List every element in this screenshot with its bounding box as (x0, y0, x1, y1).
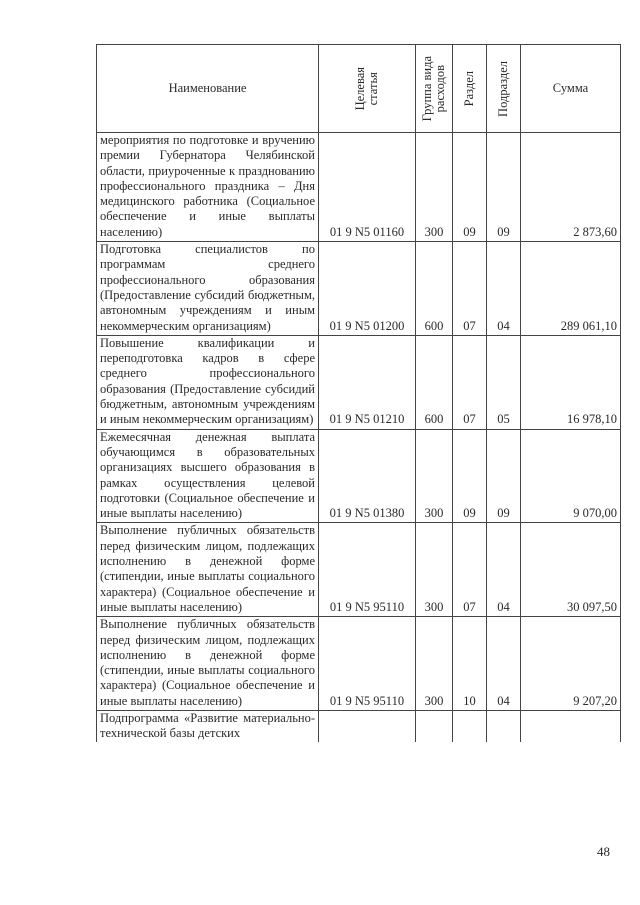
row-subsection (487, 710, 521, 741)
row-name: Подпрограмма «Развитие материально-технической базы детских (97, 710, 319, 741)
table-row (97, 429, 621, 523)
row-code: 01 9 N5 95110 (319, 617, 416, 711)
header-section: Раздел (453, 45, 487, 133)
table-header-row (97, 45, 621, 133)
row-subsection: 04 (487, 617, 521, 711)
header-expense-group: Группа вида расходов (416, 45, 453, 133)
row-group: 300 (416, 133, 453, 242)
row-name: мероприятия по подготовке и вручению премии Губернатора Челябинской области, приуроченные к празднованию профессионального праздника – Дня медицинского работника (Социальное обеспечение и иные выплаты населению) (97, 133, 319, 242)
budget-table (96, 44, 621, 742)
row-section: 07 (453, 335, 487, 429)
table-row (97, 133, 621, 242)
row-sum: 16 978,10 (521, 335, 621, 429)
row-sum: 2 873,60 (521, 133, 621, 242)
row-code: 01 9 N5 95110 (319, 523, 416, 617)
row-section: 10 (453, 617, 487, 711)
table-row (97, 617, 621, 711)
row-code: 01 9 N5 01210 (319, 335, 416, 429)
row-code: 01 9 N5 01380 (319, 429, 416, 523)
row-section: 07 (453, 523, 487, 617)
row-group: 300 (416, 429, 453, 523)
row-name: Выполнение публичных обязательств перед физическим лицом, подлежащих исполнению в денежной форме (стипендии, иные выплаты социального характера) (Социальное обеспечение и иные выплаты населению) (97, 523, 319, 617)
row-subsection: 05 (487, 335, 521, 429)
row-subsection: 04 (487, 523, 521, 617)
table-row (97, 523, 621, 617)
row-section: 07 (453, 242, 487, 336)
header-target-article: Целевая статья (319, 45, 416, 133)
row-code: 01 9 N5 01200 (319, 242, 416, 336)
row-subsection: 09 (487, 133, 521, 242)
row-sum: 9 207,20 (521, 617, 621, 711)
row-name: Подготовка специалистов по программам среднего профессионального образования (Предоставление субсидий бюджетным, автономным учреждениям и иным некоммерческим организациям) (97, 242, 319, 336)
table-row (97, 335, 621, 429)
row-sum (521, 710, 621, 741)
header-sum: Сумма (521, 45, 621, 133)
row-code: 01 9 N5 01160 (319, 133, 416, 242)
row-group (416, 710, 453, 741)
row-sum: 289 061,10 (521, 242, 621, 336)
row-group: 300 (416, 523, 453, 617)
row-name: Повышение квалификации и переподготовка кадров в сфере среднего профессионального образования (Предоставление субсидий бюджетным, автономным учреждениям и иным некоммерческим организациям) (97, 335, 319, 429)
row-group: 600 (416, 242, 453, 336)
header-name: Наименование (97, 45, 319, 133)
row-subsection: 04 (487, 242, 521, 336)
row-section (453, 710, 487, 741)
row-sum: 30 097,50 (521, 523, 621, 617)
row-name: Выполнение публичных обязательств перед физическим лицом, подлежащих исполнению в денежной форме (стипендии, иные выплаты социального характера) (Социальное обеспечение и иные выплаты населению) (97, 617, 319, 711)
table-row (97, 242, 621, 336)
row-sum: 9 070,00 (521, 429, 621, 523)
row-subsection: 09 (487, 429, 521, 523)
row-group: 300 (416, 617, 453, 711)
table-row-continued (97, 710, 621, 741)
header-subsection: Подраздел (487, 45, 521, 133)
row-code (319, 710, 416, 741)
row-name: Ежемесячная денежная выплата обучающимся в образовательных организациях высшего образования в рамках осуществления целевой подготовки (Социальное обеспечение и иные выплаты населению) (97, 429, 319, 523)
page-number: 48 (597, 844, 610, 859)
row-section: 09 (453, 133, 487, 242)
row-group: 600 (416, 335, 453, 429)
row-section: 09 (453, 429, 487, 523)
